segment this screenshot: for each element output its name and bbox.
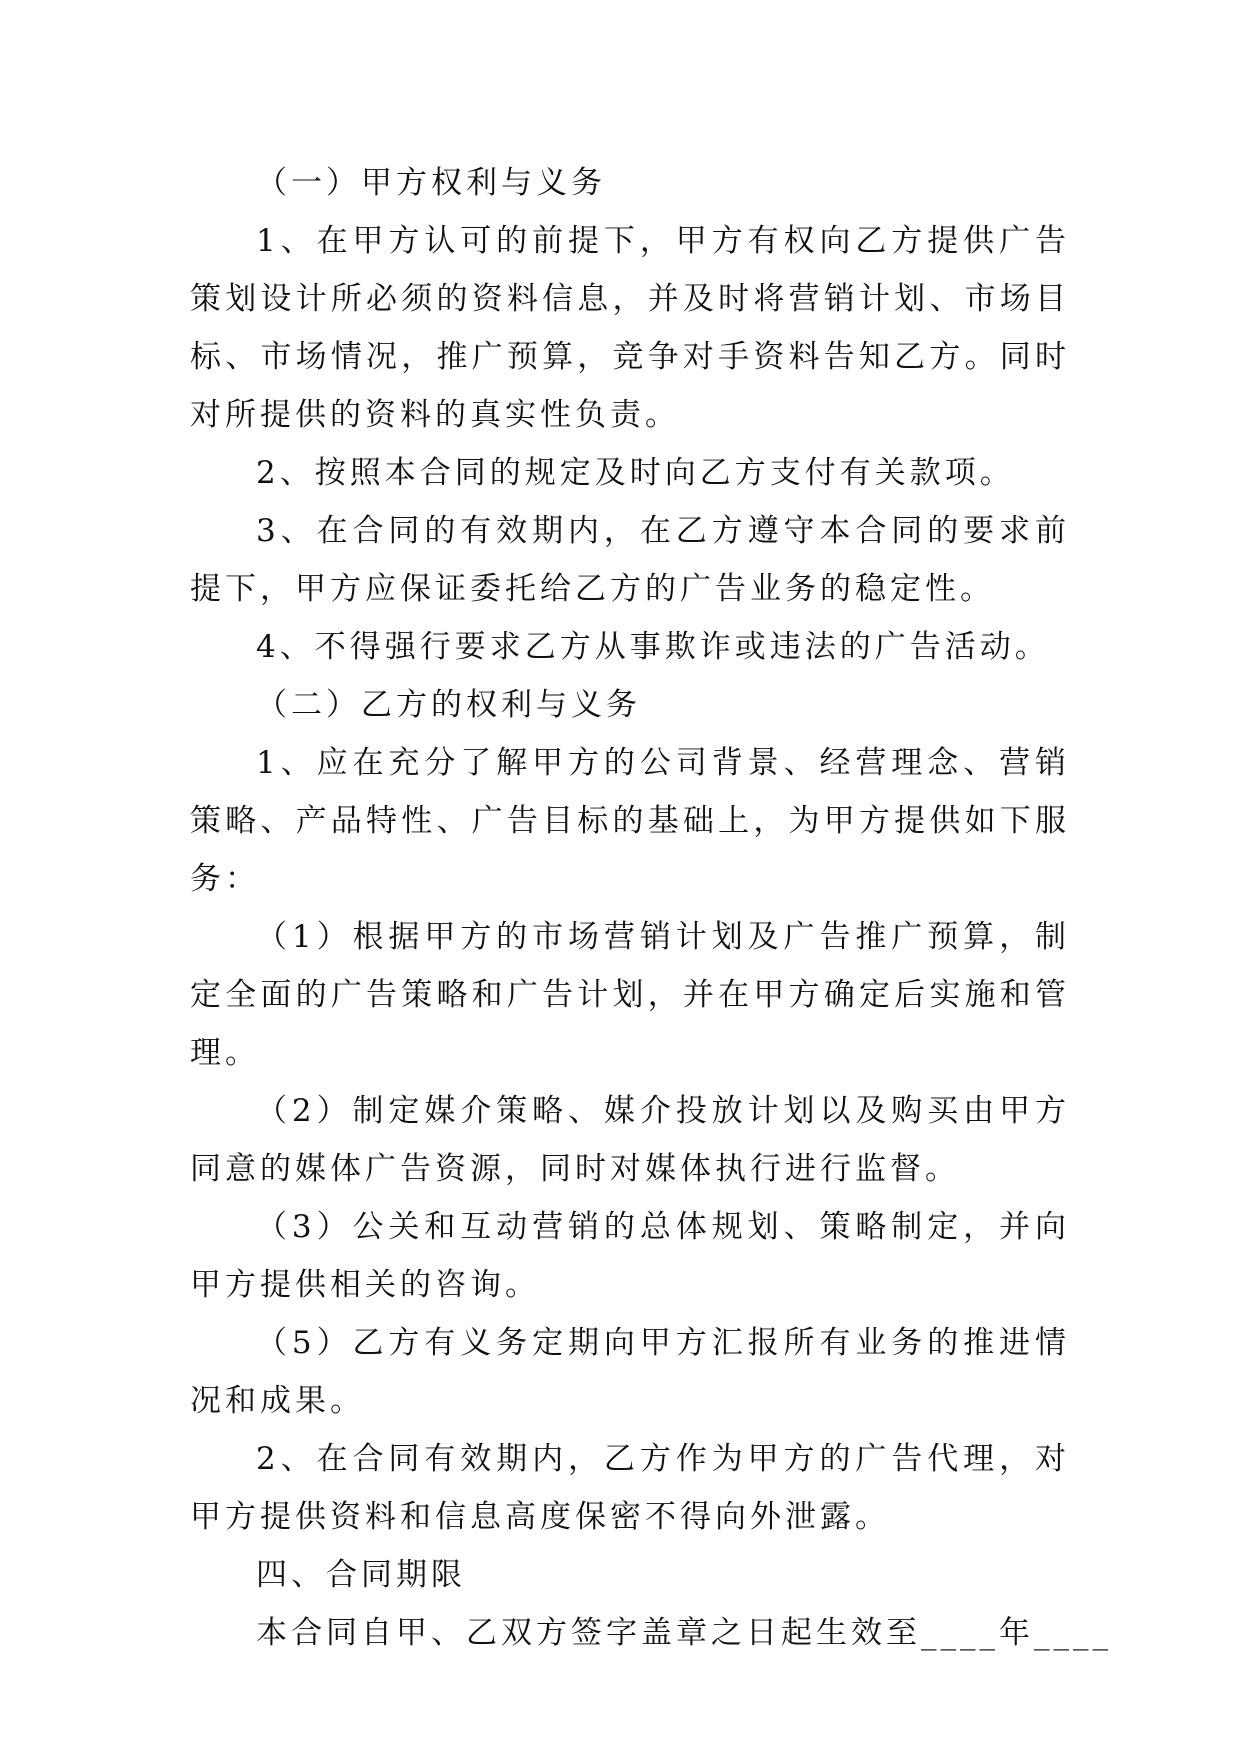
party-b-service-2: （2）制定媒介策略、媒介投放计划以及购买由甲方同意的媒体广告资源，同时对媒体执行进行监督。 [190,1093,1070,1187]
section-heading-party-a: （一）甲方权利与义务 [256,165,606,201]
section-heading-term: 四、合同期限 [256,1557,466,1593]
contract-body [190,154,1112,1662]
term-clause: 本合同自甲、乙双方签字盖章之日起生效至____年____ [256,1615,1112,1651]
party-b-clause-1: 1、应在充分了解甲方的公司背景、经营理念、营销策略、产品特性、广告目标的基础上，为甲方提供如下服务： [190,745,1070,897]
section-heading-party-b: （二）乙方的权利与义务 [256,687,641,723]
party-b-clause-2: 2、在合同有效期内，乙方作为甲方的广告代理，对甲方提供资料和信息高度保密不得向外泄露。 [190,1441,1070,1535]
party-a-clause-2: 2、按照本合同的规定及时向乙方支付有关款项。 [256,455,1015,491]
party-b-service-1: （1）根据甲方的市场营销计划及广告推广预算，制定全面的广告策略和广告计划，并在甲方确定后实施和管理。 [190,919,1070,1071]
party-b-service-3: （3）公关和互动营销的总体规划、策略制定，并向甲方提供相关的咨询。 [190,1209,1070,1303]
party-b-service-5: （5）乙方有义务定期向甲方汇报所有业务的推进情况和成果。 [190,1325,1070,1419]
party-a-clause-4: 4、不得强行要求乙方从事欺诈或违法的广告活动。 [256,629,1050,665]
party-a-clause-3: 3、在合同的有效期内，在乙方遵守本合同的要求前提下，甲方应保证委托给乙方的广告业务的稳定性。 [190,513,1070,607]
party-a-clause-1: 1、在甲方认可的前提下，甲方有权向乙方提供广告策划设计所必须的资料信息，并及时将营销计划、市场目标、市场情况，推广预算，竞争对手资料告知乙方。同时对所提供的资料的真实性负责。 [190,223,1070,433]
